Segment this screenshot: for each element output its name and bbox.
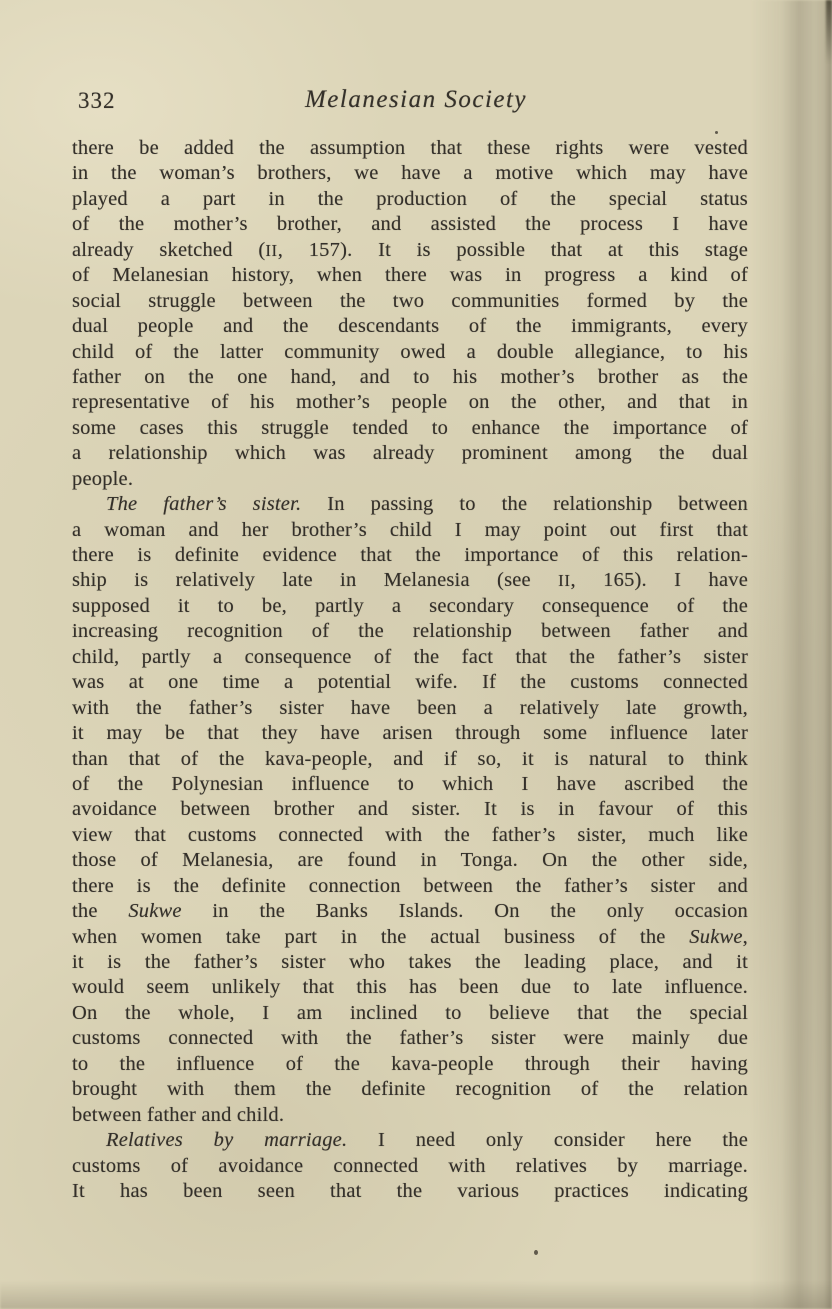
text-segment: child, partly a consequence of the fact that the father’s sister: [72, 645, 748, 668]
text-line: [72, 950, 748, 975]
text-line: [72, 136, 748, 161]
text-segment: there is the definite connection between the father’s sister and: [72, 874, 748, 897]
text-segment: avoidance between brother and sister. It is in favour of this: [72, 798, 748, 821]
text-segment: people.: [72, 467, 134, 490]
text-line: [72, 492, 748, 517]
text-segment: father on the one hand, and to his mother’s brother as the: [72, 365, 748, 388]
text-segment: social struggle between the two communities formed by the: [72, 289, 748, 312]
text-segment: II: [558, 571, 571, 591]
text-segment: when women take part in the actual business of the: [72, 925, 690, 948]
text-segment: On the whole, I am inclined to believe that the special: [72, 1001, 748, 1024]
text-line: [72, 1103, 748, 1128]
text-line: [72, 1026, 748, 1051]
text-line: [72, 441, 748, 466]
text-segment: those of Melanesia, are found in Tonga. On the other side,: [72, 849, 748, 872]
text-line: [72, 975, 748, 1000]
text-segment: of Melanesian history, when there was in progress a kind of: [72, 264, 748, 287]
text-line: [72, 721, 748, 746]
text-segment: ,: [742, 925, 748, 948]
text-line: [72, 568, 748, 593]
text-segment: played a part in the production of the special status: [72, 187, 748, 210]
text-line: [72, 1077, 748, 1102]
text-line: [72, 594, 748, 619]
text-segment: between father and child.: [72, 1103, 285, 1126]
text-segment: child of the latter community owed a double allegiance, to his: [72, 340, 748, 363]
text-line: [72, 848, 748, 873]
text-line: [72, 1128, 748, 1153]
text-segment: I need only consider here the: [347, 1129, 748, 1152]
text-segment: dual people and the descendants of the immigrants, every: [72, 315, 748, 338]
text-line: [72, 238, 748, 263]
text-line: [72, 925, 748, 950]
running-header: Melanesian Society: [304, 86, 528, 113]
text-segment: already sketched (: [72, 238, 266, 261]
page-header: [0, 86, 832, 122]
text-segment: view that customs connected with the father’s sister, much like: [72, 823, 748, 846]
text-line: [72, 1052, 748, 1077]
text-segment: increasing recognition of the relationship between father and: [72, 620, 748, 643]
text-segment: with the father’s sister have been a relatively late growth,: [72, 696, 748, 719]
text-segment: the: [72, 900, 129, 923]
text-line: [72, 1001, 748, 1026]
text-line: [72, 543, 748, 568]
text-line: [72, 518, 748, 543]
text-segment: of the Polynesian influence to which I have ascribed the: [72, 772, 748, 795]
text-segment: supposed it to be, partly a secondary consequence of the: [72, 594, 748, 617]
text-segment: It has been seen that the various practices indicating: [72, 1179, 748, 1202]
text-segment: it is the father’s sister who takes the leading place, and it: [72, 951, 748, 973]
scan-speck: [534, 1250, 538, 1255]
text-line: [72, 365, 748, 390]
page-number: 332: [78, 88, 116, 113]
text-line: [72, 696, 748, 721]
text-line: [72, 823, 748, 848]
text-block: [72, 136, 748, 1204]
text-segment: customs of avoidance connected with relatives by marriage.: [72, 1154, 748, 1177]
text-segment: was at one time a potential wife. If the customs connected: [72, 671, 748, 694]
text-segment: there be added the assumption that these rights were vested: [72, 137, 748, 159]
text-segment: II: [265, 240, 278, 260]
text-line: [72, 645, 748, 670]
text-segment: would seem unlikely that this has been due to late influence.: [72, 976, 748, 999]
text-line: [72, 289, 748, 314]
text-line: [72, 161, 748, 186]
page-edge-shadow-right: [750, 0, 832, 1309]
text-segment: representative of his mother’s people on the other, and that in: [72, 391, 748, 414]
text-line: [72, 340, 748, 365]
text-segment: In passing to the relationship between: [301, 493, 748, 516]
text-segment: there is definite evidence that the importance of this relation-: [72, 544, 748, 566]
text-segment: in the Banks Islands. On the only occasion: [181, 900, 748, 923]
text-line: [72, 772, 748, 797]
text-line: [72, 212, 748, 237]
text-line: [72, 797, 748, 822]
text-segment: in the woman’s brothers, we have a motive which may have: [72, 162, 748, 185]
text-line: [72, 416, 748, 441]
text-line: [72, 619, 748, 644]
scan-speck: [715, 131, 718, 134]
text-line: [72, 314, 748, 339]
text-line: [72, 670, 748, 695]
text-segment: to the influence of the kava-people through their having: [72, 1052, 748, 1075]
text-segment: than that of the kava-people, and if so, it is natural to think: [72, 747, 748, 770]
text-segment: it may be that they have arisen through some influence later: [72, 722, 748, 745]
text-segment: brought with them the definite recognition of the relation: [72, 1078, 748, 1101]
text-segment: a woman and her brother’s child I may point out first that: [72, 518, 748, 541]
text-line: [72, 263, 748, 288]
text-line: [72, 747, 748, 772]
text-segment: , 165). I have: [570, 569, 749, 592]
page-edge-shadow-bottom: [0, 1281, 832, 1309]
text-line: [72, 874, 748, 899]
text-line: [72, 390, 748, 415]
text-segment: Sukwe: [689, 925, 743, 948]
text-line: [72, 1154, 748, 1179]
text-line: [72, 1179, 748, 1204]
text-segment: of the mother’s brother, and assisted the process I have: [72, 213, 748, 236]
page-edge-shadow-corner: [826, 0, 832, 64]
text-segment: customs connected with the father’s sister were mainly due: [72, 1027, 748, 1050]
text-segment: ship is relatively late in Melanesia (see: [72, 569, 559, 592]
text-segment: some cases this struggle tended to enhance the importance of: [72, 416, 748, 439]
text-segment: Sukwe: [128, 900, 182, 923]
text-segment: Relatives by marriage.: [106, 1129, 348, 1152]
text-line: [72, 467, 748, 492]
text-segment: The father’s sister.: [106, 493, 302, 516]
text-segment: a relationship which was already prominent among the dual: [72, 442, 748, 465]
text-line: [72, 899, 748, 924]
text-line: [72, 187, 748, 212]
text-segment: , 157). It is possible that at this stage: [277, 238, 748, 261]
